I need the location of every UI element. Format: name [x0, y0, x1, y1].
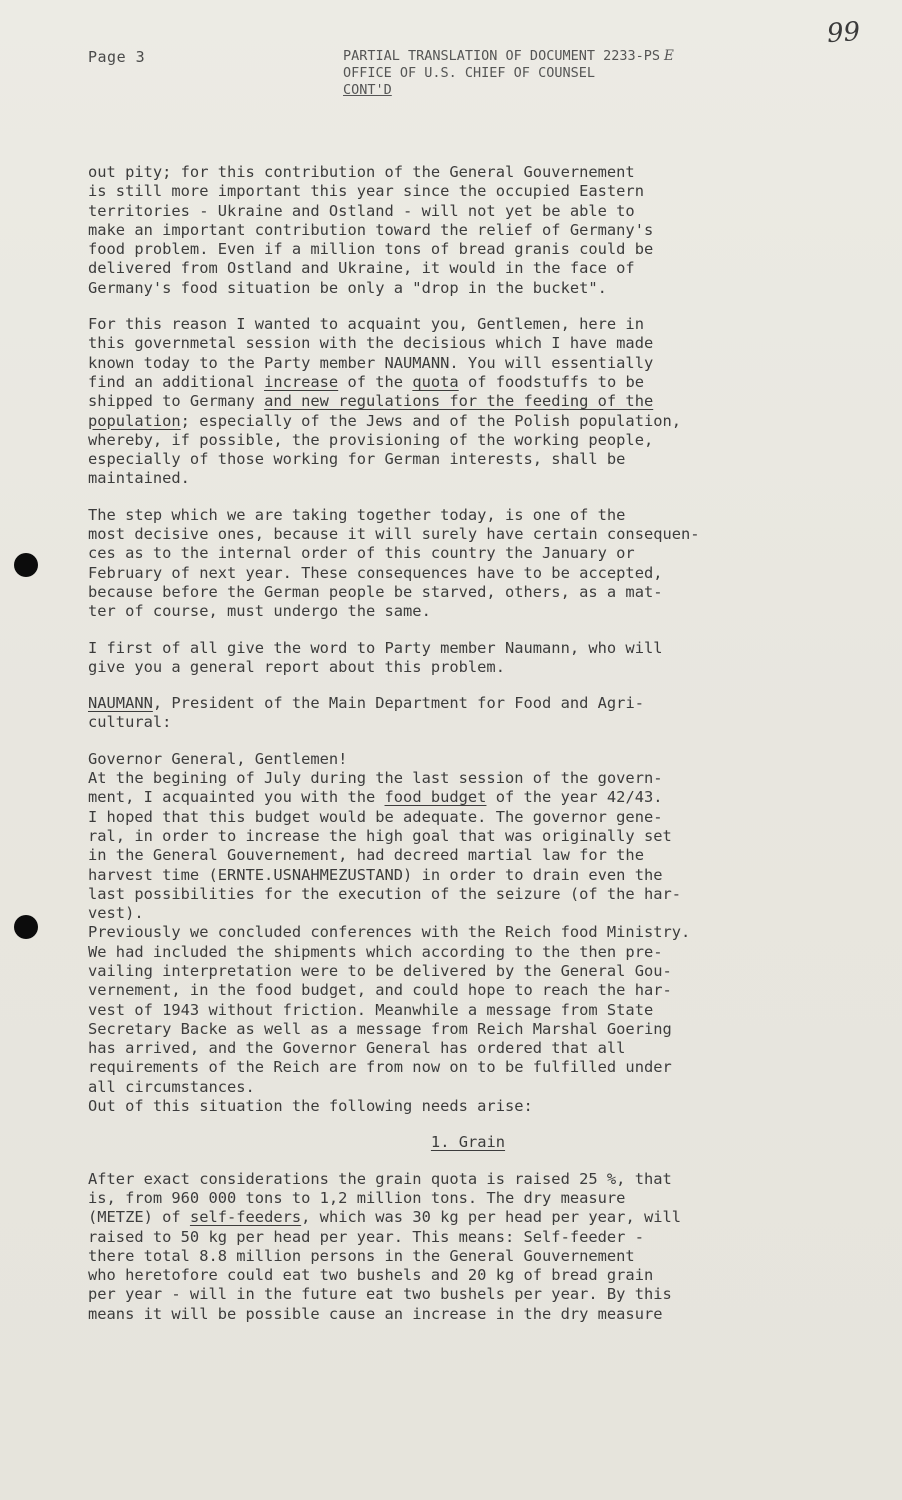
paragraph-8: Out of this situation the following needs arise: [88, 1097, 533, 1116]
handwritten-page-number: 99 [825, 16, 862, 50]
header-line-3: CONT'D [343, 82, 392, 98]
paragraph-5: NAUMANN, President of the Main Department for Food and Agri- cultural: [88, 694, 644, 732]
paragraph-3: The step which we are taking together today, is one of the most decisive ones, because it will surely have certain consequen- ces as to the internal order of this country the January or February of next year. These consequences have to be accepted, because before the German people be starved, others, as a mat- ter of course, must undergo the same. [88, 505, 700, 621]
paragraph-2: For this reason I wanted to acquaint you, Gentlemen, here in this governmetal session with the decisious which I have made known today to the Party member NAUMANN. You will essentially find an additional increase of the quota of foodstuffs to be shipped to Germany and new regulations for the feeding of the population; especially of the Jews and of the Polish population, whereby, if possible, the provisioning of the working people, especially of those working for German interests, shall be maintained. [88, 315, 682, 488]
punch-hole-bottom [14, 915, 38, 939]
document-body [88, 163, 848, 1341]
header-line-1: PARTIAL TRANSLATION OF DOCUMENT 2233-PS E [343, 48, 674, 64]
page-number: Page 3 [88, 48, 146, 66]
paragraph-4: I first of all give the word to Party member Naumann, who will give you a general report about this problem. [88, 638, 663, 676]
punch-hole-top [14, 553, 38, 577]
paragraph-7: Previously we concluded conferences with the Reich food Ministry. We had included the shipments which according to the then pre- vailing interpretation were to be delivered by the General Gou- vernement, in the food budget, and could hope to reach the har- vest of 1943 without friction. Meanwhile a message from State Secretary Backe as well as a message from Reich Marshal Goering has arrived, and the Governor General has ordered that all requirements of the Reich are from now on to be fulfilled under all circumstances. [88, 923, 691, 1096]
speech-greeting: Governor General, Gentlemen! [88, 749, 348, 768]
header-line-2: OFFICE OF U.S. CHIEF OF COUNSEL [343, 65, 595, 81]
speaker-name: NAUMANN [88, 694, 153, 713]
header-mark: E [663, 48, 674, 64]
document-header [343, 48, 823, 99]
paragraph-9: After exact considerations the grain quota is raised 25 %, that is, from 960 000 tons to 1,2 million tons. The dry measure (METZE) of self-feeders, which was 30 kg per head per year, will raised to 50 kg per head per year. This means: Self-feeder - there total 8.8 million persons in the General Gouvernement who heretofore could eat two bushels and 20 kg of bread grain per year - will in the future eat two bushels per year. By this means it will be possible cause an increase in the dry measure [88, 1169, 682, 1323]
paragraph-1: out pity; for this contribution of the General Gouvernement is still more important this year since the occupied Eastern territories - Ukraine and Ostland - will not yet be able to make an important contribution toward the relief of Germany's food problem. Even if a million tons of bread granis could be delivered from Ostland and Ukraine, it would in the face of Germany's food situation be only a "drop in the bucket". [88, 163, 654, 297]
section-heading-grain: 1. Grain [430, 1133, 506, 1152]
paragraph-6: At the begining of July during the last session of the govern- ment, I acquainted you with the food budget of the year 42/43. I hoped that this budget would be adequate. The governor gene- ral, in order to increase the high goal that was originally set in the General Gouvernement, had decreed martial law for the harvest time (ERNTE.USNAHMEZUSTAND) in order to drain even the last possibilities for the execution of the seizure (of the har- vest). [88, 769, 682, 923]
